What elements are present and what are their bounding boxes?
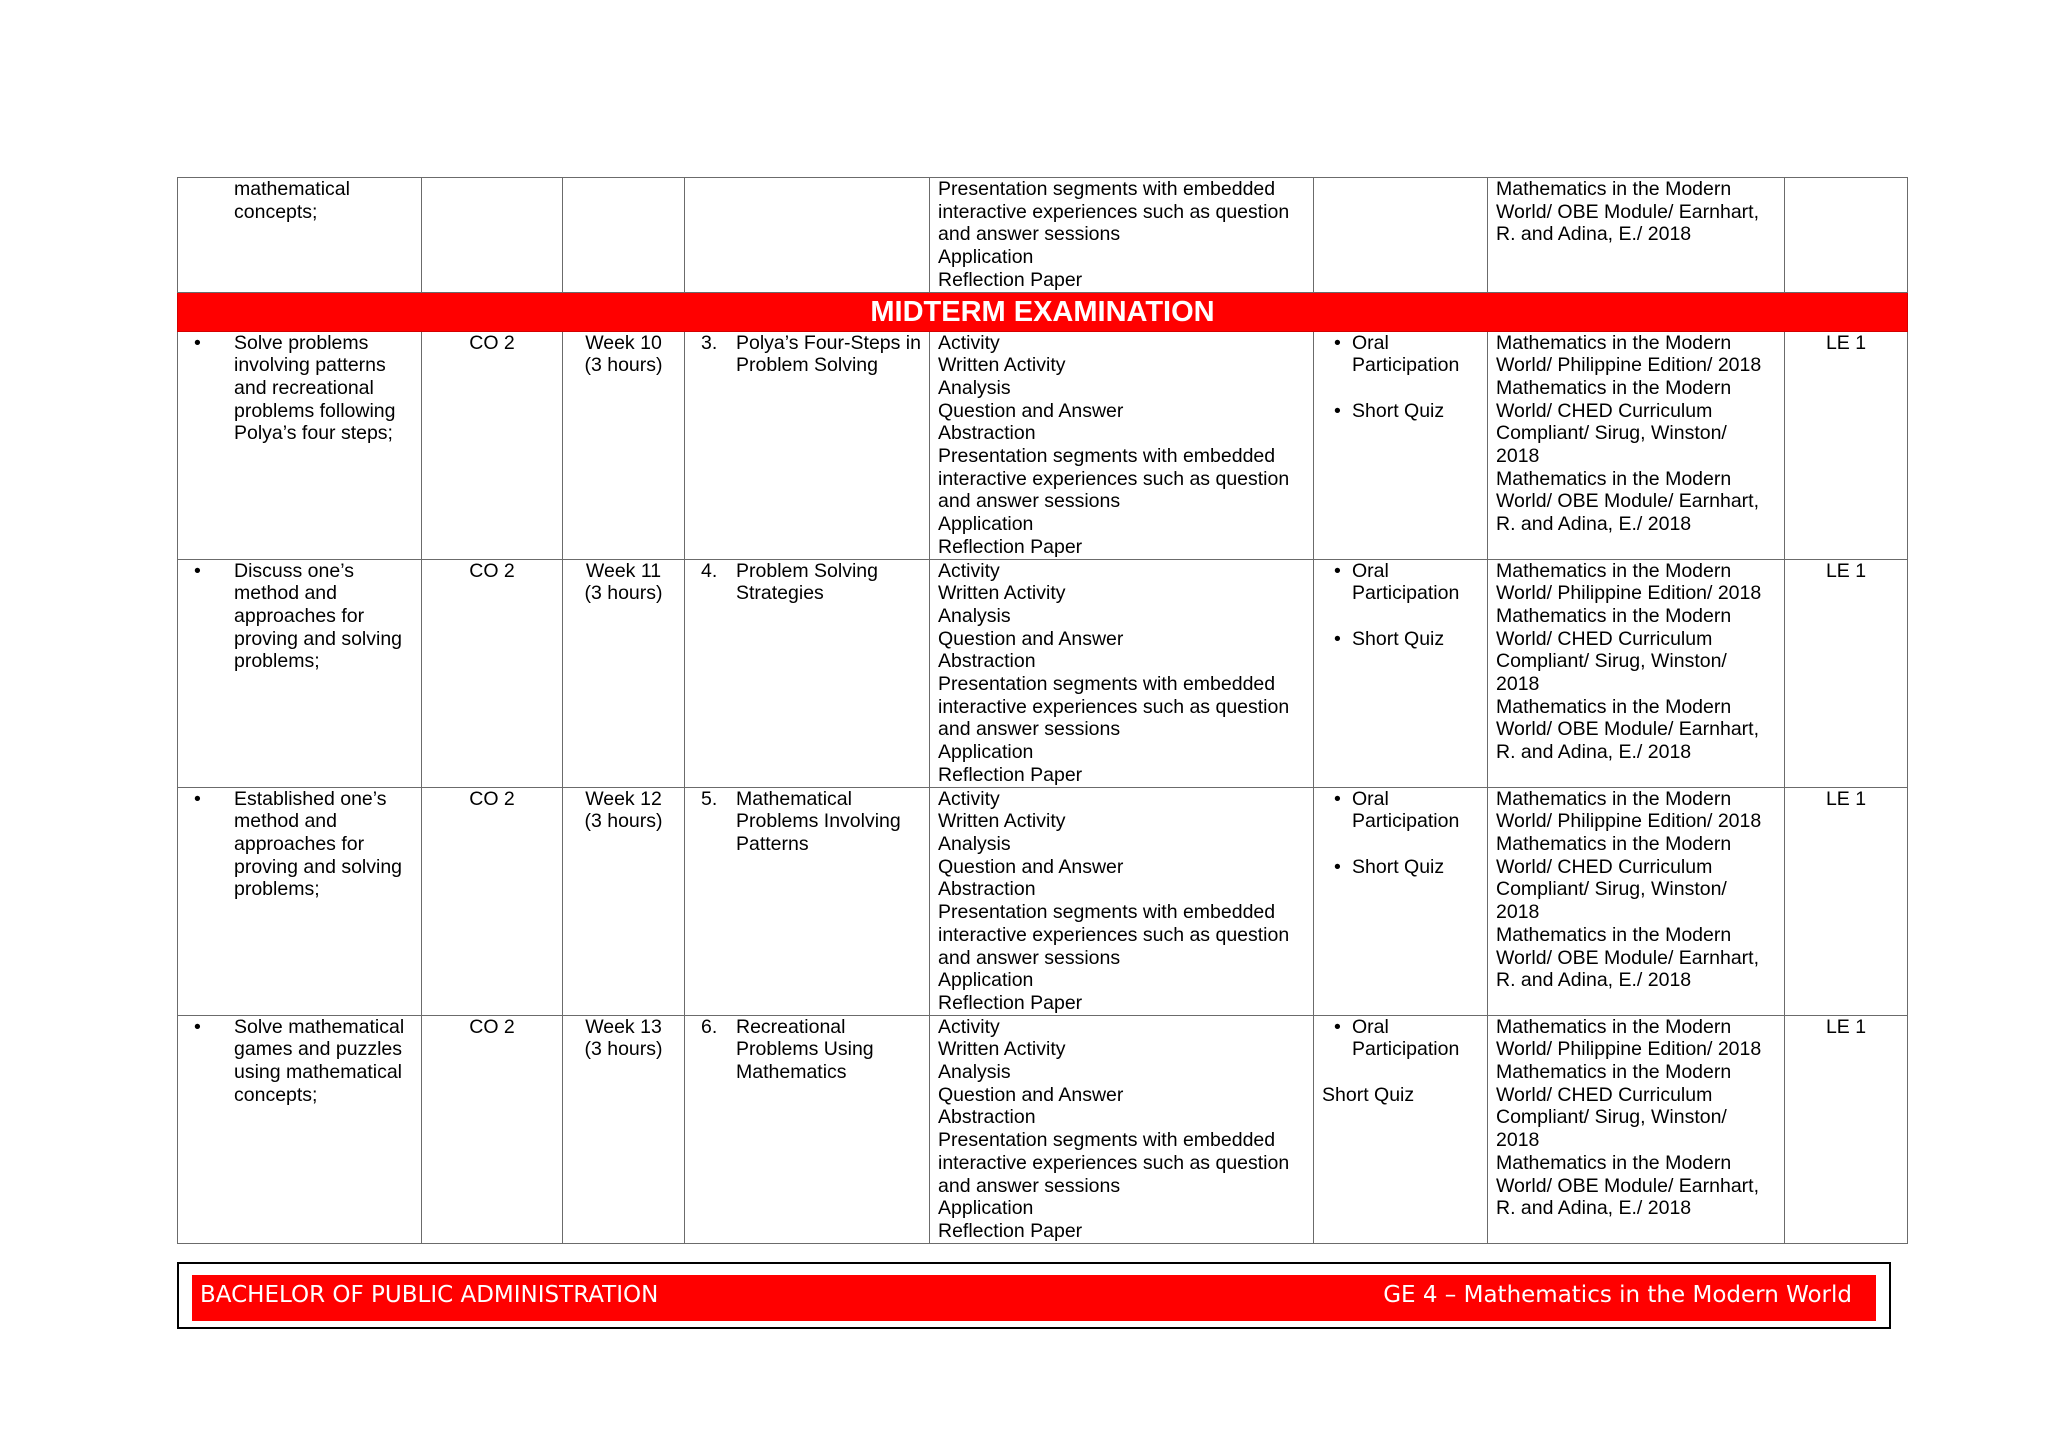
table-row <box>178 787 1908 1015</box>
bullet-icon: • <box>194 559 201 582</box>
co-cell: CO 2 <box>422 331 563 559</box>
bullet-icon: • <box>1334 855 1341 878</box>
topic-cell <box>685 559 930 787</box>
tla-line: Application <box>938 513 1034 536</box>
references-cell <box>1488 331 1785 559</box>
tla-line: Written Activity <box>938 582 1066 605</box>
outcome-cell <box>178 331 422 559</box>
ref-line: World/ Philippine Edition/ 2018 <box>1496 582 1762 605</box>
assessment-cell <box>1314 787 1488 1015</box>
topic-cell <box>685 787 930 1015</box>
topic-number: 6. <box>701 1015 718 1038</box>
tla-line: Activity <box>938 331 1000 354</box>
assessment-item: • Short Quiz <box>1334 855 1445 878</box>
hours-label: (3 hours) <box>584 810 663 833</box>
course-name: GE 4 – Mathematics in the Modern World <box>1383 1282 1852 1308</box>
tla-line: Application <box>938 246 1034 269</box>
ref-line: World/ OBE Module/ Earnhart, <box>1496 200 1760 223</box>
tla-line: Presentation segments with embedded <box>938 445 1276 468</box>
page-footer <box>177 1262 1891 1329</box>
tla-cell <box>930 1015 1314 1243</box>
ref-line: Mathematics in the Modern <box>1496 832 1732 855</box>
ref-line: Mathematics in the Modern <box>1496 1015 1732 1038</box>
assessment-cell <box>1314 178 1488 293</box>
tla-cell <box>930 331 1314 559</box>
tla-line: Abstraction <box>938 878 1036 901</box>
tla-line: Question and Answer <box>938 1083 1124 1106</box>
co-cell: CO 2 <box>422 1015 563 1243</box>
ref-line: 2018 <box>1496 445 1540 468</box>
ref-line: Mathematics in the Modern <box>1496 1151 1732 1174</box>
tla-line: Analysis <box>938 376 1011 399</box>
tla-cell <box>930 178 1314 293</box>
assessment-cell <box>1314 331 1488 559</box>
topic-title: Recreational Problems Using Mathematics <box>736 1015 874 1084</box>
tla-line: Abstraction <box>938 422 1036 445</box>
tla-line: Reflection Paper <box>938 268 1083 291</box>
bullet-icon: • <box>1334 1015 1341 1038</box>
tla-line: interactive experiences such as question <box>938 695 1290 718</box>
week-cell <box>563 559 685 787</box>
ref-line: 2018 <box>1496 1129 1540 1152</box>
ref-line: World/ OBE Module/ Earnhart, <box>1496 490 1760 513</box>
ref-line: 2018 <box>1496 673 1540 696</box>
hours-label: (3 hours) <box>584 1038 663 1061</box>
references-cell <box>1488 787 1785 1015</box>
tla-line: Question and Answer <box>938 855 1124 878</box>
week-cell <box>563 1015 685 1243</box>
tla-line: Activity <box>938 787 1000 810</box>
bullet-icon: • <box>194 1015 201 1038</box>
co-cell: CO 2 <box>422 787 563 1015</box>
le-cell: LE 1 <box>1785 559 1908 787</box>
bullet-icon: • <box>1334 627 1341 650</box>
outcome-cell <box>178 178 422 293</box>
tla-line: Abstraction <box>938 650 1036 673</box>
assessment-cell <box>1314 559 1488 787</box>
tla-line: Activity <box>938 559 1000 582</box>
ref-line: World/ OBE Module/ Earnhart, <box>1496 1174 1760 1197</box>
tla-line: Analysis <box>938 832 1011 855</box>
ref-line: World/ CHED Curriculum <box>1496 399 1713 422</box>
ref-line: Compliant/ Sirug, Winston/ <box>1496 878 1727 901</box>
tla-line: Activity <box>938 1015 1000 1038</box>
ref-line: World/ CHED Curriculum <box>1496 1083 1713 1106</box>
topic-title: Problem Solving Strategies <box>736 559 878 605</box>
ref-line: Mathematics in the Modern <box>1496 178 1732 200</box>
tla-line: Written Activity <box>938 354 1066 377</box>
table-row <box>178 559 1908 787</box>
tla-line: Presentation segments with embedded <box>938 178 1276 200</box>
bullet-icon: • <box>194 331 201 354</box>
ref-line: R. and Adina, E./ 2018 <box>1496 513 1692 536</box>
ref-line: World/ Philippine Edition/ 2018 <box>1496 1038 1762 1061</box>
assessment-item: • Oral Participation <box>1334 331 1460 377</box>
hours-label: (3 hours) <box>584 354 663 377</box>
program-name: BACHELOR OF PUBLIC ADMINISTRATION <box>200 1282 659 1308</box>
tla-line: and answer sessions <box>938 718 1121 741</box>
week-label: Week 13 <box>585 1015 662 1038</box>
tla-line: interactive experiences such as question <box>938 923 1290 946</box>
co-cell <box>422 178 563 293</box>
ref-line: World/ Philippine Edition/ 2018 <box>1496 810 1762 833</box>
ref-line: Mathematics in the Modern <box>1496 604 1732 627</box>
week-label: Week 11 <box>585 559 662 582</box>
tla-line: Reflection Paper <box>938 991 1083 1014</box>
assessment-item: • Short Quiz <box>1334 399 1445 422</box>
topic-number: 3. <box>701 331 718 354</box>
ref-line: Mathematics in the Modern <box>1496 923 1732 946</box>
week-label: Week 10 <box>585 331 662 354</box>
assessment-item: • Short Quiz <box>1334 627 1445 650</box>
table-row <box>178 331 1908 559</box>
tla-line: Presentation segments with embedded <box>938 901 1276 924</box>
topic-title: Polya’s Four-Steps in Problem Solving <box>736 331 921 377</box>
ref-line: World/ CHED Curriculum <box>1496 855 1713 878</box>
bullet-icon: • <box>1334 787 1341 810</box>
le-cell: LE 1 <box>1785 787 1908 1015</box>
ref-line: Mathematics in the Modern <box>1496 787 1732 810</box>
ref-line: World/ OBE Module/ Earnhart, <box>1496 718 1760 741</box>
ref-line: Mathematics in the Modern <box>1496 695 1732 718</box>
tla-line: Analysis <box>938 1061 1011 1084</box>
topic-number: 4. <box>701 559 718 582</box>
le-cell: LE 1 <box>1785 1015 1908 1243</box>
assessment-item: • Oral Participation <box>1334 559 1460 605</box>
tla-line: Written Activity <box>938 810 1066 833</box>
table-row <box>178 1015 1908 1243</box>
tla-line: Application <box>938 1197 1034 1220</box>
le-cell: LE 1 <box>1785 331 1908 559</box>
tla-line: and answer sessions <box>938 223 1121 246</box>
tla-line: and answer sessions <box>938 946 1121 969</box>
assessment-item: • Oral Participation <box>1334 1015 1460 1061</box>
outcome-text: Solve problems involving patterns and recreational problems following Polya’s four steps; <box>234 331 396 445</box>
outcome-text: Discuss one’s method and approaches for proving and solving problems; <box>234 559 403 673</box>
bullet-icon: • <box>1334 559 1341 582</box>
tla-line: Reflection Paper <box>938 535 1083 558</box>
topic-cell <box>685 1015 930 1243</box>
tla-cell <box>930 559 1314 787</box>
outcome-text: Solve mathematical games and puzzles using mathematical concepts; <box>234 1015 405 1106</box>
ref-line: World/ OBE Module/ Earnhart, <box>1496 946 1760 969</box>
week-cell <box>563 787 685 1015</box>
topic-cell <box>685 331 930 559</box>
week-cell <box>563 178 685 293</box>
topic-number: 5. <box>701 787 718 810</box>
tla-line: and answer sessions <box>938 1174 1121 1197</box>
references-cell <box>1488 1015 1785 1243</box>
outcome-text: mathematical concepts; <box>234 178 350 223</box>
references-cell <box>1488 559 1785 787</box>
bullet-icon: • <box>1334 399 1341 422</box>
tla-line: Analysis <box>938 604 1011 627</box>
ref-line: Mathematics in the Modern <box>1496 376 1732 399</box>
bullet-icon: • <box>1334 331 1341 354</box>
outcome-cell <box>178 787 422 1015</box>
tla-line: Question and Answer <box>938 399 1124 422</box>
tla-line: interactive experiences such as question <box>938 467 1290 490</box>
ref-line: 2018 <box>1496 901 1540 924</box>
topic-cell <box>685 178 930 293</box>
ref-line: R. and Adina, E./ 2018 <box>1496 223 1692 246</box>
tla-line: Presentation segments with embedded <box>938 1129 1276 1152</box>
assessment-cell <box>1314 1015 1488 1243</box>
ref-line: Compliant/ Sirug, Winston/ <box>1496 1106 1727 1129</box>
tla-cell <box>930 787 1314 1015</box>
bullet-icon: • <box>194 787 201 810</box>
ref-line: Mathematics in the Modern <box>1496 1061 1732 1084</box>
tla-line: interactive experiences such as question <box>938 1151 1290 1174</box>
tla-line: Application <box>938 969 1034 992</box>
ref-line: Mathematics in the Modern <box>1496 331 1732 354</box>
co-cell: CO 2 <box>422 559 563 787</box>
ref-line: Mathematics in the Modern <box>1496 559 1732 582</box>
references-cell <box>1488 178 1785 293</box>
midterm-banner-row <box>178 292 1908 331</box>
hours-label: (3 hours) <box>584 582 663 605</box>
assessment-item: Short Quiz <box>1322 1083 1415 1106</box>
tla-line: Written Activity <box>938 1038 1066 1061</box>
le-cell <box>1785 178 1908 293</box>
ref-line: R. and Adina, E./ 2018 <box>1496 1197 1692 1220</box>
tla-line: Reflection Paper <box>938 763 1083 786</box>
week-label: Week 12 <box>585 787 662 810</box>
tla-line: and answer sessions <box>938 490 1121 513</box>
outcome-cell <box>178 1015 422 1243</box>
tla-line: Application <box>938 741 1034 764</box>
ref-line: R. and Adina, E./ 2018 <box>1496 969 1692 992</box>
tla-line: Abstraction <box>938 1106 1036 1129</box>
assessment-item: • Oral Participation <box>1334 787 1460 833</box>
midterm-banner: MIDTERM EXAMINATION <box>178 292 1908 331</box>
ref-line: Mathematics in the Modern <box>1496 467 1732 490</box>
outcome-text: Established one’s method and approaches for proving and solving problems; <box>234 787 403 901</box>
ref-line: R. and Adina, E./ 2018 <box>1496 741 1692 764</box>
topic-title: Mathematical Problems Involving Patterns <box>736 787 901 855</box>
ref-line: World/ CHED Curriculum <box>1496 627 1713 650</box>
ref-line: Compliant/ Sirug, Winston/ <box>1496 422 1727 445</box>
continued-row <box>178 178 1908 293</box>
syllabus-table <box>177 177 1908 1244</box>
tla-line: Reflection Paper <box>938 1219 1083 1242</box>
tla-line: Question and Answer <box>938 627 1124 650</box>
tla-line: interactive experiences such as question <box>938 200 1290 223</box>
footer-bar <box>192 1275 1876 1321</box>
tla-line: Presentation segments with embedded <box>938 673 1276 696</box>
outcome-cell <box>178 559 422 787</box>
ref-line: Compliant/ Sirug, Winston/ <box>1496 650 1727 673</box>
week-cell <box>563 331 685 559</box>
ref-line: World/ Philippine Edition/ 2018 <box>1496 354 1762 377</box>
